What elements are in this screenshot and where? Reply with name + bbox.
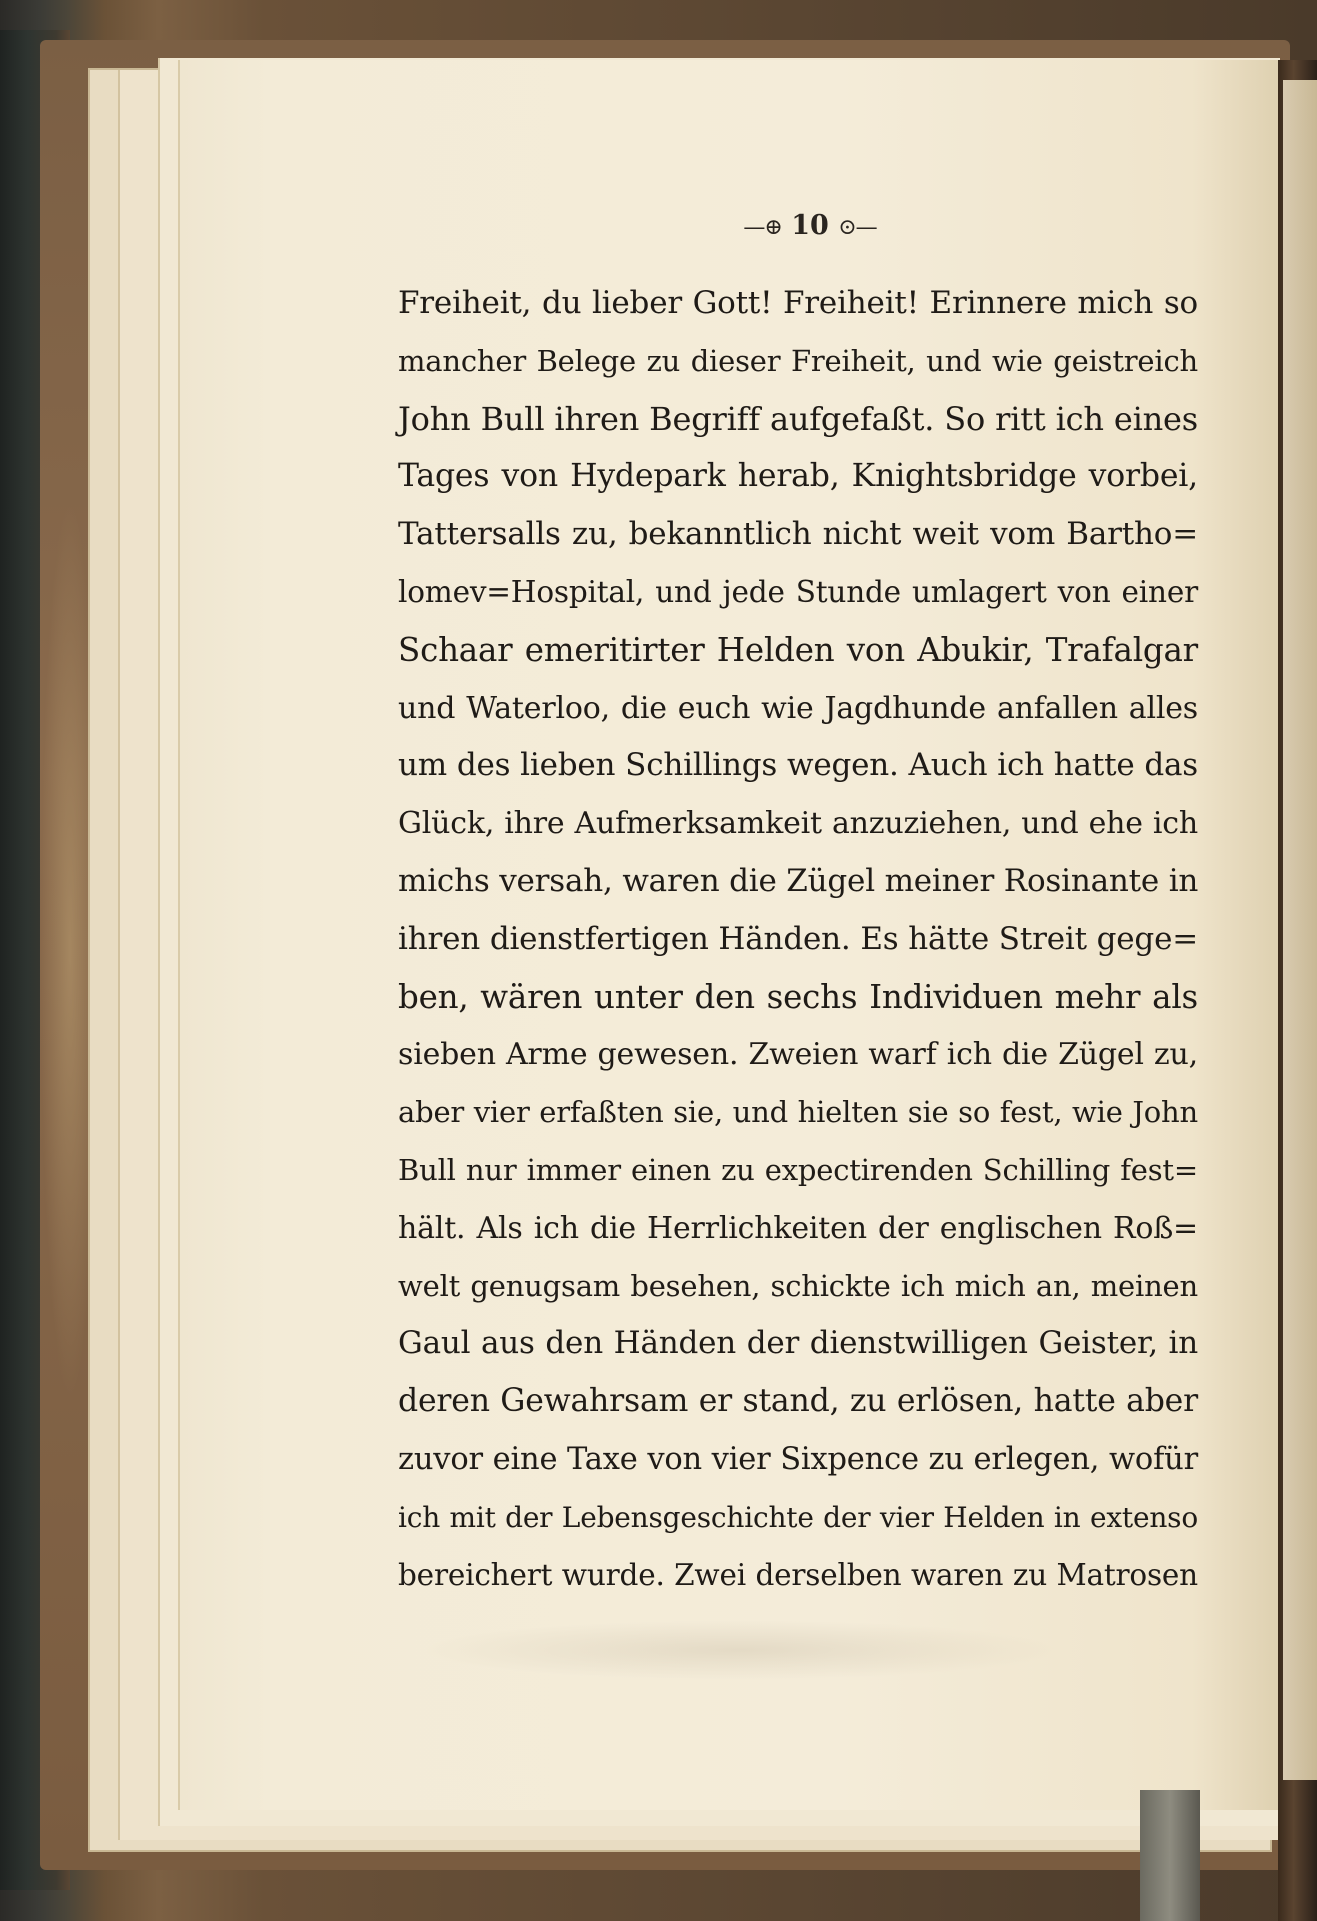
ornament-left: —⊕ xyxy=(743,215,782,240)
text-line: ben, wären unter den sechs Individuen mehr als xyxy=(398,977,1198,1016)
text-line: bereichert wurde. Zwei derselben waren zu Matrosen xyxy=(398,1557,1198,1592)
text-line: Tattersalls zu, bekanntlich nicht weit vom Bartho= xyxy=(398,516,1198,553)
text-line: ich mit der Lebensgeschichte der vier Helden in extenso xyxy=(398,1500,1198,1534)
text-line: hält. Als ich die Herrlichkeiten der englischen Roß= xyxy=(398,1210,1198,1246)
text-line: welt genugsam besehen, schickte ich mich an, meinen xyxy=(398,1268,1198,1303)
page-number: 10 xyxy=(791,210,829,241)
text-line: Bull nur immer einen zu expectirenden Schilling fest= xyxy=(398,1152,1198,1187)
text-line: lomev=Hospital, und jede Stunde umlagert von einer xyxy=(398,574,1198,609)
text-line: aber vier erfaßten sie, und hielten sie so fest, wie John xyxy=(398,1095,1198,1130)
text-line: zuvor eine Taxe von vier Sixpence zu erlegen, wofür xyxy=(398,1441,1198,1477)
text-line: Gaul aus den Händen der dienstwilligen Geister, in xyxy=(398,1325,1198,1362)
bleed-through xyxy=(420,1620,1060,1680)
text-line: Freiheit, du lieber Gott! Freiheit! Erinnere mich so xyxy=(398,285,1198,321)
bookmark-ribbon xyxy=(1140,1790,1200,1921)
page-number-header xyxy=(720,210,900,241)
cover-stain xyxy=(40,500,90,1400)
text-line: deren Gewahrsam er stand, zu erlösen, hatte aber xyxy=(398,1383,1198,1420)
facing-page-edge xyxy=(1283,80,1317,1780)
text-line: Tages von Hydepark herab, Knightsbridge vorbei, xyxy=(398,458,1198,495)
text-line: und Waterloo, die euch wie Jagdhunde anfallen alles xyxy=(398,690,1198,726)
text-line: um des lieben Schillings wegen. Auch ich hatte das xyxy=(398,747,1198,784)
text-line: John Bull ihren Begriff aufgefaßt. So ritt ich eines xyxy=(398,399,1198,438)
text-line: ihren dienstfertigen Händen. Es hätte Streit gege= xyxy=(398,920,1198,957)
ornament-right: ⊙— xyxy=(838,215,877,240)
text-line: mancher Belege zu dieser Freiheit, und wie geistreich xyxy=(398,343,1198,378)
text-line: sieben Arme gewesen. Zweien warf ich die Zügel zu, xyxy=(398,1037,1198,1073)
text-line: Schaar emeritirter Helden von Abukir, Trafalgar xyxy=(398,630,1198,669)
body-text xyxy=(398,275,1198,1604)
text-line: michs versah, waren die Zügel meiner Rosinante in xyxy=(398,862,1199,899)
text-line: Glück, ihre Aufmerksamkeit anzuziehen, und ehe ich xyxy=(398,806,1198,842)
